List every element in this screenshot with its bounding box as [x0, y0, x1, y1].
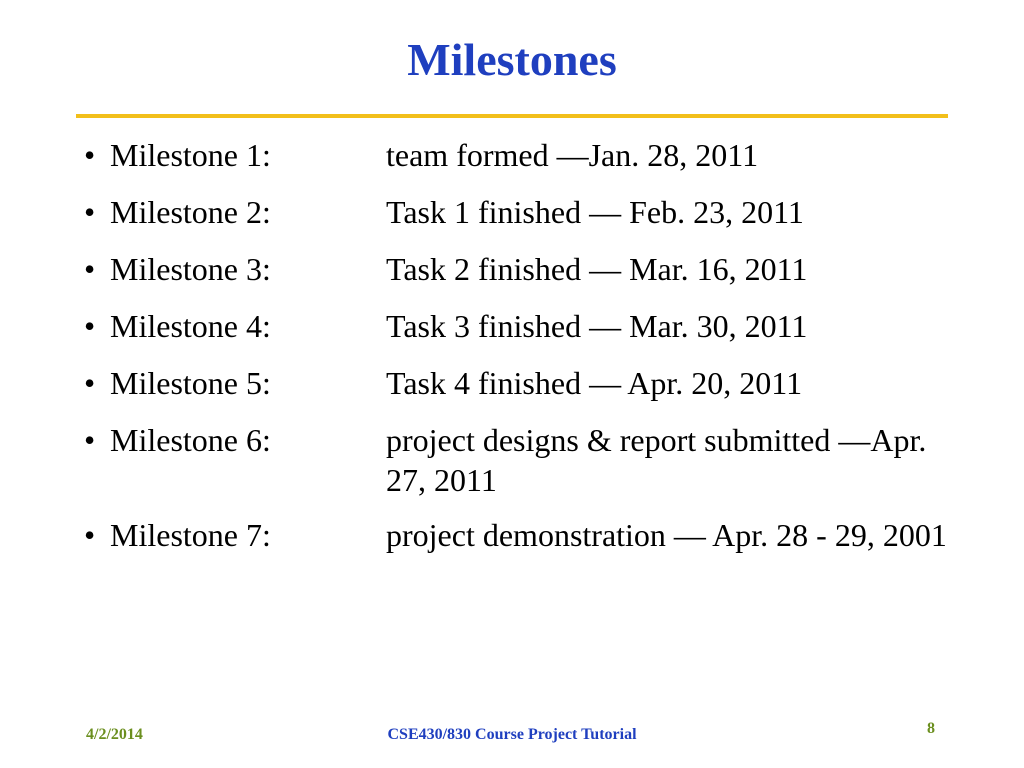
milestone-label: Milestone 2: [110, 194, 271, 230]
bullet-icon: • [84, 517, 96, 553]
list-item [84, 133, 954, 177]
bullet-icon: • [84, 194, 96, 230]
milestone-label: Milestone 1: [110, 137, 271, 173]
milestone-label: Milestone 5: [110, 365, 271, 401]
milestone-description: Task 3 finished — Mar. 30, 2011 [386, 308, 808, 344]
list-item [84, 361, 954, 405]
milestone-description: project demonstration — Apr. 28 - 29, 2001 [386, 517, 947, 553]
milestone-description: Task 4 finished — Apr. 20, 2011 [386, 365, 803, 401]
milestone-label: Milestone 7: [110, 517, 271, 553]
milestone-label: Milestone 3: [110, 251, 271, 287]
bullet-icon: • [84, 137, 96, 173]
footer-date: 4/2/2014 [86, 726, 143, 743]
bullet-icon: • [84, 422, 96, 458]
list-item [84, 190, 954, 234]
milestone-description: Task 2 finished — Mar. 16, 2011 [386, 251, 808, 287]
footer-course-title: CSE430/830 Course Project Tutorial [387, 726, 637, 743]
milestone-description: team formed —Jan. 28, 2011 [386, 137, 759, 173]
milestone-label: Milestone 6: [110, 422, 271, 458]
bullet-icon: • [84, 365, 96, 401]
list-item [84, 513, 954, 557]
bullet-icon: • [84, 251, 96, 287]
bullet-icon: • [84, 308, 96, 344]
milestone-description: Task 1 finished — Feb. 23, 2011 [386, 194, 804, 230]
milestone-label: Milestone 4: [110, 308, 271, 344]
list-item [84, 304, 954, 348]
page-number: 8 [927, 720, 935, 737]
milestone-description: project designs & report submitted —Apr. 27, 2011 [386, 422, 927, 498]
list-item [84, 247, 954, 291]
milestone-list [84, 133, 954, 570]
slide-title: Milestones [407, 34, 617, 85]
list-item [84, 418, 954, 500]
title-divider [76, 114, 948, 118]
